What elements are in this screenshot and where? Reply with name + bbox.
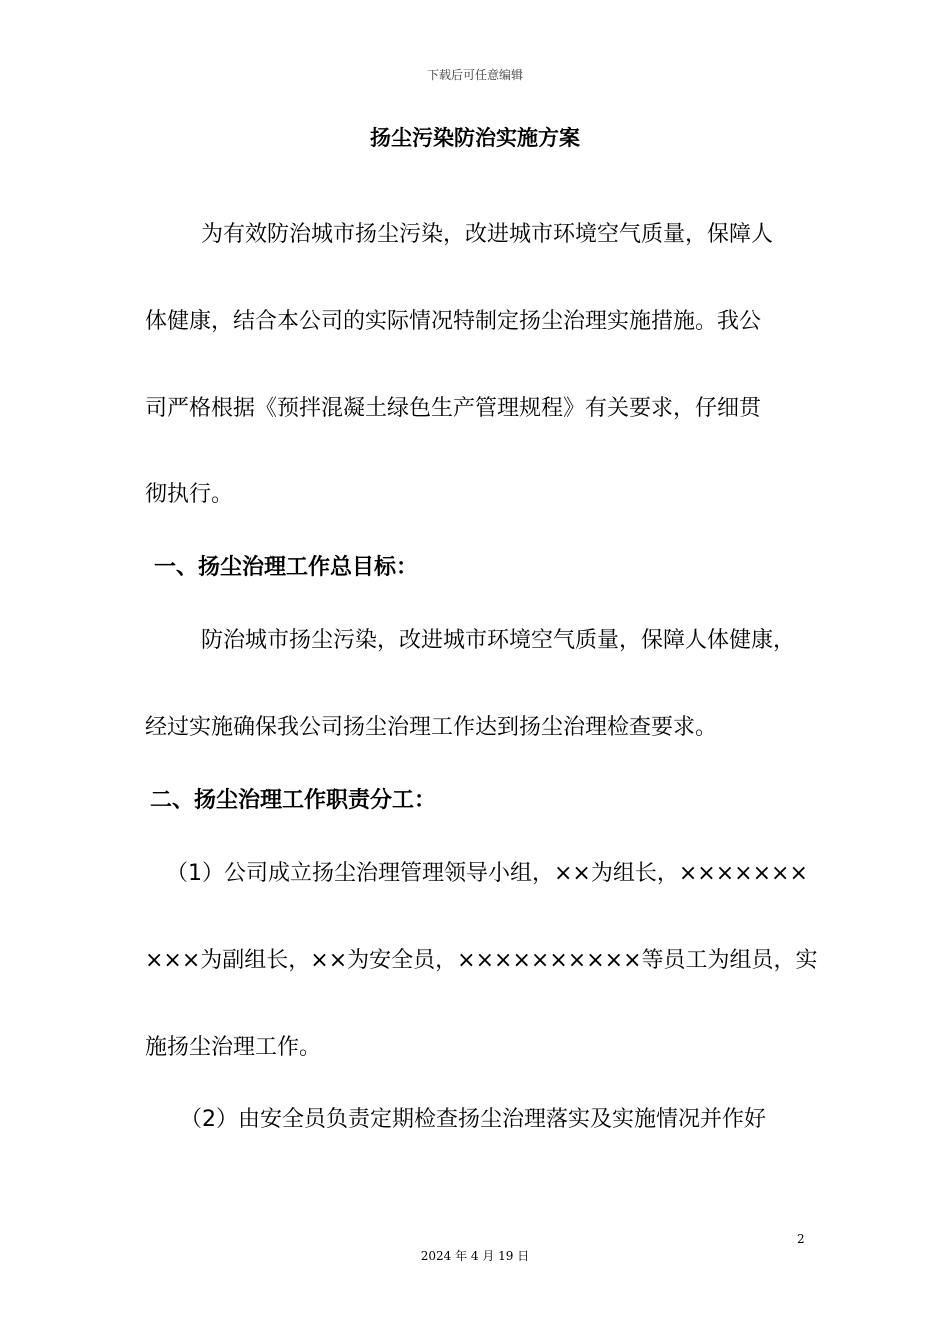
section2-item1-line-2: ×××为副组长，××为安全员，××××××××××等员工为组员，实 [145,948,818,973]
intro-line-4: 彻执行。 [145,482,234,507]
page-number: 2 [797,1232,805,1246]
header-note: 下载后可任意编辑 [426,68,523,82]
section1-line-2: 经过实施确保我公司扬尘治理工作达到扬尘治理检查要求。 [145,715,718,740]
intro-line-2: 体健康，结合本公司的实际情况特制定扬尘治理实施措施。我公 [145,309,762,334]
section2-item2-line-1: （2）由安全员负责定期检查扬尘治理落实及实施情况并作好 [180,1107,766,1132]
intro-line-1: 为有效防治城市扬尘污染，改进城市环境空气质量，保障人 [201,222,774,247]
section2-item1-line-3: 施扬尘治理工作。 [145,1035,322,1060]
section2-item1-line-1: （1）公司成立扬尘治理管理领导小组，××为组长，××××××× [166,861,808,886]
section1-line-1: 防治城市扬尘污染，改进城市环境空气质量，保障人体健康， [201,628,796,653]
footer-date: 2024 年 4 月 19 日 [420,1249,530,1263]
document-title: 扬尘污染防治实施方案 [370,126,580,150]
section2-heading: 二、扬尘治理工作职责分工： [150,788,437,813]
intro-line-3: 司严格根据《预拌混凝土绿色生产管理规程》有关要求，仔细贯 [145,396,762,421]
section1-heading: 一、扬尘治理工作总目标： [154,555,419,580]
